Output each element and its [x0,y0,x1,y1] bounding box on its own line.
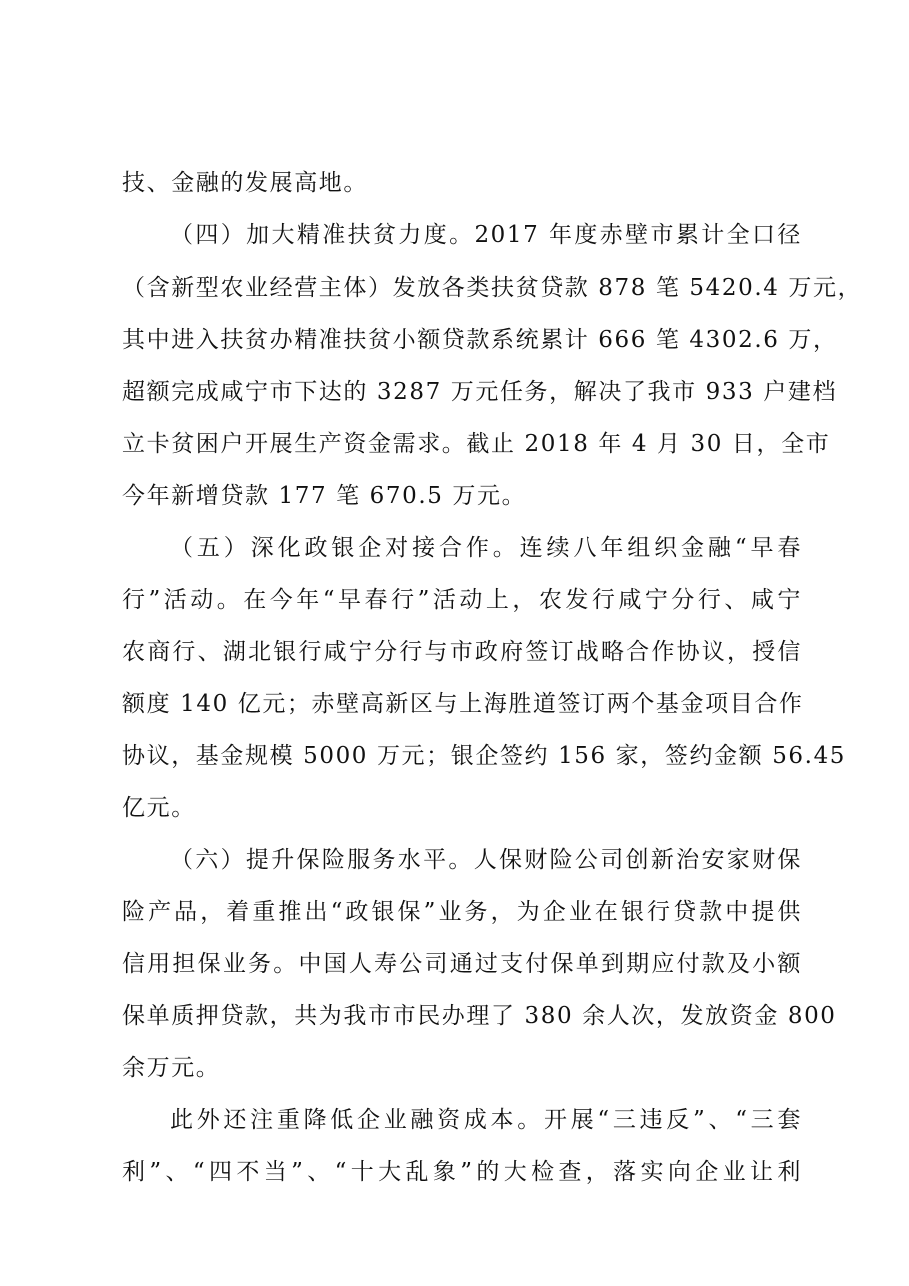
text-line-7: 今年新增贷款 177 笔 670.5 万元。 [122,483,527,509]
text-line-12: 协议，基金规模 5000 万元；银企签约 156 家，签约金额 56.45 [122,743,847,769]
text-line-1: 技、金融的发展高地。 [122,170,368,196]
text-line-9: 行”活动。在今年“早春行”活动上，农发行咸宁分行、咸宁 [122,587,802,613]
text-line-19: 此外还注重降低企业融资成本。开展“三违反”、“三套 [170,1107,802,1133]
text-line-11: 额度 140 亿元；赤壁高新区与上海胜道签订两个基金项目合作 [122,691,804,717]
text-line-15: 险产品，着重推出“政银保”业务，为企业在银行贷款中提供 [122,899,802,925]
text-line-3: （含新型农业经营主体）发放各类扶贫贷款 878 笔 5420.4 万元， [122,275,863,301]
text-line-8: （五）深化政银企对接合作。连续八年组织金融“早春 [170,535,802,561]
text-line-16: 信用担保业务。中国人寿公司通过支付保单到期应付款及小额 [122,951,802,977]
text-line-17: 保单质押贷款，共为我市市民办理了 380 余人次，发放资金 800 [122,1003,837,1029]
text-line-4: 其中进入扶贫办精准扶贫小额贷款系统累计 666 笔 4302.6 万， [122,327,838,353]
text-line-2: （四）加大精准扶贫力度。2017 年度赤壁市累计全口径 [170,222,802,248]
text-line-20: 利”、“四不当”、“十大乱象”的大检查，落实向企业让利 [122,1159,802,1185]
text-line-18: 余万元。 [122,1055,221,1081]
text-line-10: 农商行、湖北银行咸宁分行与市政府签订战略合作协议，授信 [122,639,802,665]
text-line-6: 立卡贫困户开展生产资金需求。截止 2018 年 4 月 30 日，全市 [122,431,831,457]
text-line-5: 超额完成咸宁市下达的 3287 万元任务，解决了我市 933 户建档 [122,379,838,405]
text-line-14: （六）提升保险服务水平。人保财险公司创新治安家财保 [170,847,802,873]
text-line-13: 亿元。 [122,795,196,821]
